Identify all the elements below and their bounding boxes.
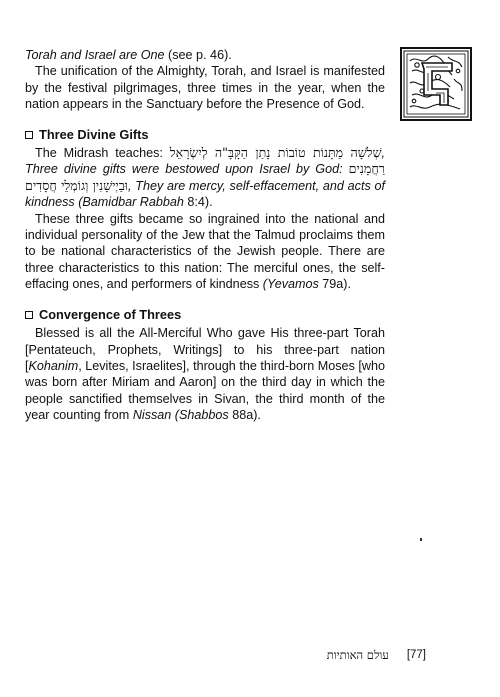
talmud-text: These three gifts became so ingrained into the national and individual personality of the Jew that the Talmud proclaims them to be national characteristics of the Jewish people. There are three characteristics to this nation: The merciful ones, the self-effacing ones, and performers of kindness (25, 211, 385, 292)
talmud-tail: 79a). (318, 277, 352, 292)
convergence-paragraph (25, 325, 385, 423)
convergence-text-b: , Levites, Israelites], through the third-born Moses [who was born after Miriam and Aaron] on the third day in which the people sanctified themselves in Sivan, the third month of the year counting from (25, 358, 385, 423)
hebrew-quote-1: שְׁלֹשָׁה מַתָּנוֹת טוֹבוֹת נָתַן הַקָּבָּ"ה לְיִשְׂרָאֵל (169, 145, 382, 161)
section-heading-convergence-of-threes (25, 307, 385, 323)
convergence-text-c: 88a). (228, 408, 261, 423)
page-footer (327, 648, 426, 662)
intro-italic: Torah and Israel are One (25, 48, 165, 62)
section-heading-label: Three Divine Gifts (39, 126, 149, 142)
intro-rest: (see p. 46). (164, 48, 232, 62)
checkbox-square-icon (25, 131, 33, 139)
footer-book-title: עולם האותיות (326, 648, 389, 662)
print-speck (420, 538, 422, 541)
section-heading-label: Convergence of Threes (39, 306, 182, 322)
decorative-initial-letter-icon (400, 47, 472, 121)
midrash-lead: The Midrash teaches: (35, 146, 170, 161)
section-heading-three-divine-gifts (25, 127, 385, 143)
convergence-italic-2: Nissan (Shabbos (132, 408, 229, 423)
main-text (25, 47, 385, 424)
midrash-italic-2: , They are mercy, self-effacement, and acts of kindness (Bamidbar Rabbah (25, 178, 385, 210)
midrash-paragraph (25, 145, 385, 211)
convergence-italic-1: Kohanim (28, 358, 79, 373)
intro-line (25, 47, 385, 63)
talmud-paragraph (25, 211, 385, 293)
hebrew-quote-2: רַחֲמָנִים וּבַיְישָׁנִין וְגוֹמְלֵי חֲסָדִים (25, 161, 385, 193)
intro-paragraph: The unification of the Almighty, Torah, and Israel is manifested by the festival pilgrimages, three times in the year, when the nation appears in the Sanctuary before the Presence of God. (25, 64, 385, 112)
midrash-italic-1: , Three divine gifts were bestowed upon Israel by God: (25, 146, 385, 177)
page-number: [77] (406, 649, 426, 661)
checkbox-square-icon (25, 311, 33, 319)
convergence-text-a: Blessed is all the All-Merciful Who gave His three-part Torah [Pentateuch, Prophets, Writings] to his three-part nation [ (25, 326, 385, 373)
midrash-tail: 8:4). (183, 195, 213, 210)
talmud-italic: (Yevamos (262, 277, 319, 292)
